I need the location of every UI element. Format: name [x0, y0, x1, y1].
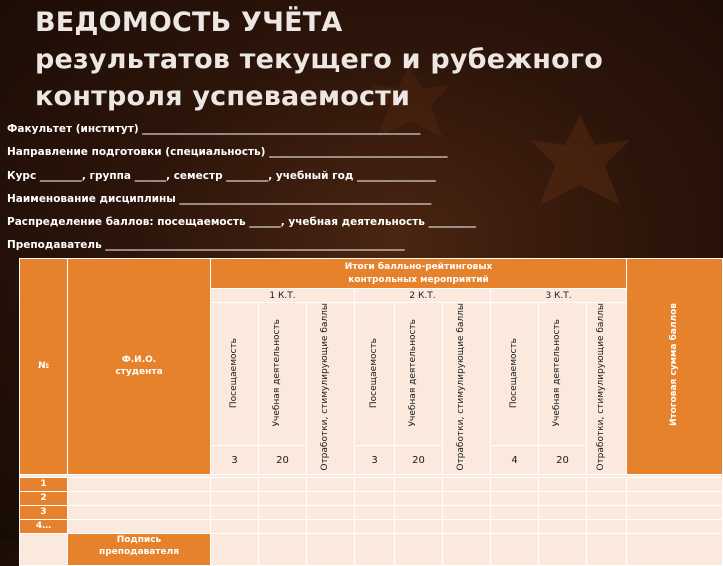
slide-title	[35, 4, 715, 115]
title-line-2: результатов текущего и рубежного	[35, 44, 603, 75]
sub-extra-1: Отработки, стимулирующие баллы	[307, 303, 355, 475]
row-number: 2	[20, 491, 68, 505]
footer-signature: Подпись преподавателя	[68, 533, 211, 565]
sub-extra-2: Отработки, стимулирующие баллы	[443, 303, 491, 475]
checkpoint-3: 3 К.Т.	[491, 289, 627, 303]
form-fields	[7, 122, 707, 262]
title-line-1: ВЕДОМОСТЬ УЧЁТА	[35, 7, 343, 38]
field-teacher: Преподаватель _________________________________________________________	[7, 239, 405, 252]
header-number: №	[20, 259, 68, 475]
sub-study-3: Учебная деятельность	[539, 303, 587, 446]
table-row	[20, 505, 723, 519]
field-discipline: Наименование дисциплины ________________________________________________	[7, 192, 432, 205]
points-attendance-2: 3	[355, 446, 395, 474]
table-row	[20, 477, 723, 491]
points-study-3: 20	[539, 446, 587, 474]
sub-attendance-1: Посещаемость	[211, 303, 259, 446]
points-study-1: 20	[259, 446, 307, 474]
checkpoint-2: 2 К.Т.	[355, 289, 491, 303]
points-attendance-3: 4	[491, 446, 539, 474]
title-line-3: контроля успеваемости	[35, 81, 411, 112]
header-student-name: Ф.И.О. студента	[68, 259, 211, 475]
sub-study-2: Учебная деятельность	[395, 303, 443, 446]
header-total	[627, 259, 723, 475]
row-number: 1	[20, 477, 68, 491]
field-course-group: Курс ________, группа ______, семестр ________, учебный год _______________	[7, 169, 436, 182]
table-row	[20, 519, 723, 533]
checkpoint-1: 1 К.Т.	[211, 289, 355, 303]
field-faculty: Факультет (институт) _____________________________________________________	[7, 123, 421, 135]
sub-extra-3: Отработки, стимулирующие баллы	[587, 303, 627, 475]
points-study-2: 20	[395, 446, 443, 474]
header-total-label: Итоговая сумма баллов	[669, 303, 680, 427]
sub-attendance-2: Посещаемость	[355, 303, 395, 446]
sub-study-1: Учебная деятельность	[259, 303, 307, 446]
grades-table	[19, 258, 723, 566]
points-attendance-1: 3	[211, 446, 259, 474]
field-points-distribution: Распределение баллов: посещаемость ______, учебная деятельность _________	[7, 216, 476, 229]
sub-attendance-3: Посещаемость	[491, 303, 539, 446]
field-direction: Направление подготовки (специальность) __________________________________	[7, 146, 448, 159]
row-number: 4…	[20, 519, 68, 533]
table-row	[20, 491, 723, 505]
row-number: 3	[20, 505, 68, 519]
header-group-title: Итоги балльно-рейтинговых контрольных мероприятий	[211, 259, 627, 289]
